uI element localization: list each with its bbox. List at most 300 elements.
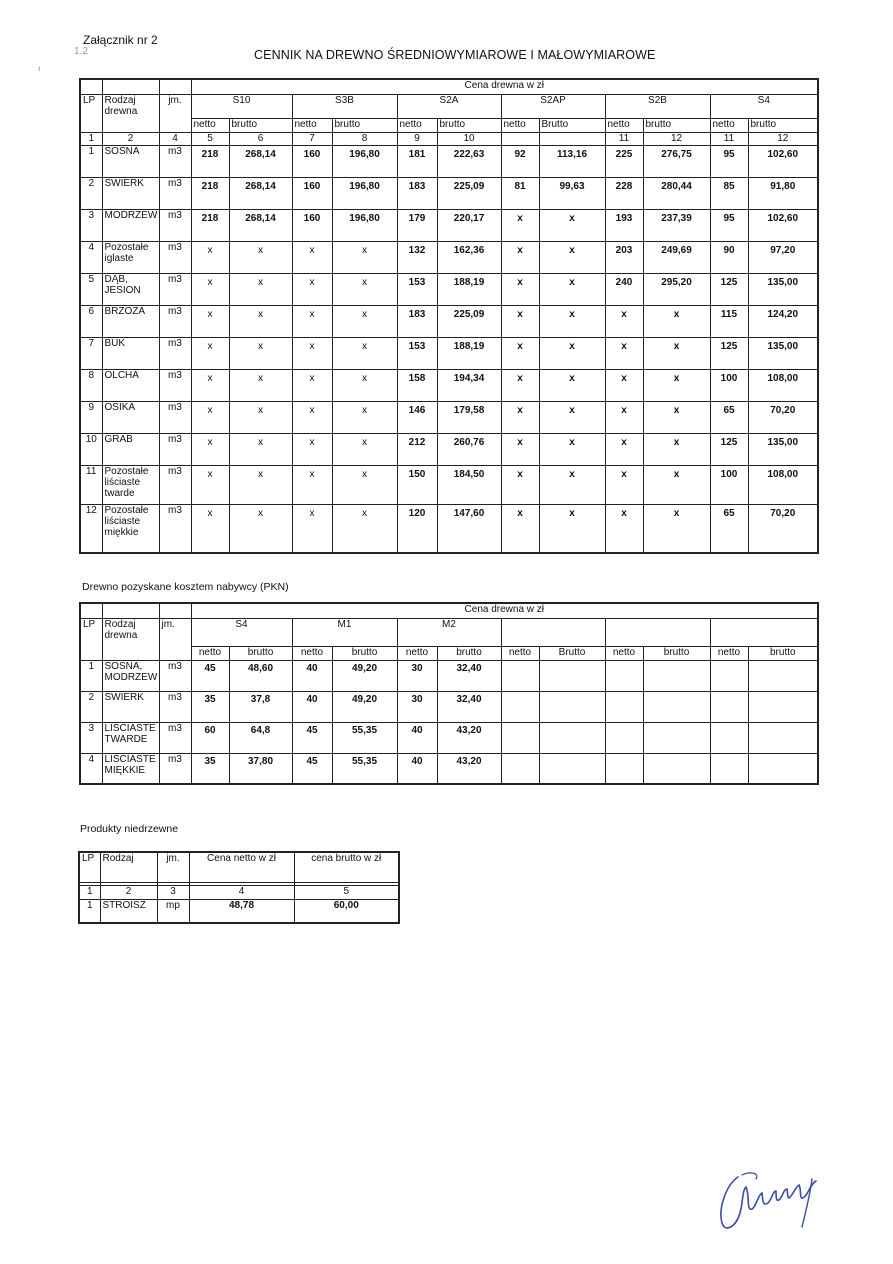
gross-price: 60,00	[294, 899, 399, 923]
price-cell: 196,80	[332, 209, 397, 241]
sub-header: brutto	[643, 646, 710, 660]
price-cell: x	[501, 241, 539, 273]
price-cell	[710, 691, 748, 722]
price-cell: 113,16	[539, 145, 605, 177]
price-cell: 188,19	[437, 273, 501, 305]
price-cell: x	[191, 369, 229, 401]
annex-mark: 1.2	[74, 46, 88, 57]
price-header: Cena drewna w zł	[191, 603, 818, 618]
table-row	[80, 369, 818, 401]
price-cell: 218	[191, 177, 229, 209]
price-cell: 37,8	[229, 691, 292, 722]
price-cell: x	[605, 465, 643, 504]
price-cell: 280,44	[643, 177, 710, 209]
sub-header: netto	[397, 118, 437, 132]
price-cell: 135,00	[748, 433, 818, 465]
wood-name: BUK	[102, 337, 159, 369]
wood-name: GRAB	[102, 433, 159, 465]
row-lp: 2	[80, 177, 102, 209]
price-cell: x	[605, 369, 643, 401]
price-cell: 179	[397, 209, 437, 241]
row-unit: m3	[159, 504, 191, 553]
table-row	[80, 722, 818, 753]
sub-header: netto	[292, 646, 332, 660]
col-number: 12	[643, 132, 710, 145]
price-cell: x	[229, 369, 292, 401]
row-lp: 1	[80, 660, 102, 691]
price-cell	[643, 660, 710, 691]
group-header: S4	[191, 618, 292, 646]
price-cell: x	[229, 401, 292, 433]
price-cell	[501, 753, 539, 784]
wood-name: MODRZEW	[102, 209, 159, 241]
row-unit: m3	[159, 369, 191, 401]
price-cell: x	[539, 337, 605, 369]
price-cell: 49,20	[332, 691, 397, 722]
price-cell	[605, 722, 643, 753]
row-unit: m3	[159, 691, 191, 722]
price-cell: x	[332, 305, 397, 337]
price-cell: 92	[501, 145, 539, 177]
table-row	[80, 241, 818, 273]
price-cell: x	[605, 504, 643, 553]
group-header	[605, 618, 710, 646]
lp-header: LP	[80, 618, 102, 660]
row-unit: m3	[159, 305, 191, 337]
price-cell	[605, 660, 643, 691]
price-cell: x	[191, 433, 229, 465]
price-cell: x	[229, 433, 292, 465]
sub-header: netto	[292, 118, 332, 132]
price-cell: 160	[292, 209, 332, 241]
price-cell: 260,76	[437, 433, 501, 465]
table-row	[80, 401, 818, 433]
price-cell: x	[539, 465, 605, 504]
price-cell: x	[292, 504, 332, 553]
price-cell: 146	[397, 401, 437, 433]
price-cell: 160	[292, 177, 332, 209]
price-cell: x	[643, 433, 710, 465]
price-table-main	[79, 78, 819, 554]
products-section-label: Produkty niedrzewne	[80, 823, 179, 835]
price-cell: 85	[710, 177, 748, 209]
price-cell: 228	[605, 177, 643, 209]
sub-header: netto	[501, 646, 539, 660]
price-cell: x	[605, 401, 643, 433]
col-number	[501, 132, 539, 145]
price-cell: 222,63	[437, 145, 501, 177]
price-cell: 108,00	[748, 369, 818, 401]
price-cell: 124,20	[748, 305, 818, 337]
wood-name: Pozostałe liściaste twarde	[102, 465, 159, 504]
price-cell: x	[539, 241, 605, 273]
price-cell: 45	[292, 753, 332, 784]
table-row	[80, 209, 818, 241]
price-cell: 30	[397, 660, 437, 691]
price-cell: 181	[397, 145, 437, 177]
price-cell	[643, 753, 710, 784]
row-unit: m3	[159, 660, 191, 691]
price-cell: x	[539, 209, 605, 241]
price-cell: x	[292, 369, 332, 401]
price-cell: 40	[397, 753, 437, 784]
price-cell: x	[332, 465, 397, 504]
price-cell: 194,34	[437, 369, 501, 401]
price-cell: 125	[710, 273, 748, 305]
sub-header: brutto	[748, 118, 818, 132]
table-row	[80, 305, 818, 337]
row-unit: m3	[159, 465, 191, 504]
group-header: S10	[191, 94, 292, 118]
price-cell: 150	[397, 465, 437, 504]
group-header: M1	[292, 618, 397, 646]
pkn-table-header	[80, 603, 818, 660]
price-cell: x	[229, 305, 292, 337]
price-cell: 218	[191, 209, 229, 241]
price-cell: 179,58	[437, 401, 501, 433]
wood-name: SOSNA	[102, 145, 159, 177]
row-unit: m3	[159, 337, 191, 369]
table-row	[80, 660, 818, 691]
product-name: STROISZ	[100, 899, 157, 923]
price-cell	[710, 660, 748, 691]
group-header: S2A	[397, 94, 501, 118]
price-cell: x	[332, 504, 397, 553]
price-cell: 196,80	[332, 177, 397, 209]
price-cell: x	[605, 337, 643, 369]
table-row	[80, 753, 818, 784]
price-cell: x	[539, 305, 605, 337]
unit-header: jm.	[159, 618, 191, 660]
wood-name: LIŚCIASTE MIĘKKIE	[102, 753, 159, 784]
price-table-body	[80, 145, 818, 553]
price-cell: 268,14	[229, 209, 292, 241]
table-row	[80, 273, 818, 305]
wood-name: Pozostałe liściaste miękkie	[102, 504, 159, 553]
price-cell: 132	[397, 241, 437, 273]
col-number: 11	[710, 132, 748, 145]
lp-header: LP	[79, 852, 100, 882]
price-cell: x	[229, 273, 292, 305]
price-cell: 64,8	[229, 722, 292, 753]
price-cell: 99,63	[539, 177, 605, 209]
price-cell	[710, 722, 748, 753]
col-number: 5	[294, 885, 399, 899]
price-cell: x	[332, 241, 397, 273]
lp-header: LP	[80, 94, 102, 132]
sub-header: brutto	[229, 118, 292, 132]
price-cell: x	[605, 433, 643, 465]
price-cell: 153	[397, 337, 437, 369]
price-cell: x	[539, 504, 605, 553]
header-blank	[159, 79, 191, 94]
col-number: 10	[437, 132, 501, 145]
price-cell: x	[191, 465, 229, 504]
table-row	[80, 177, 818, 209]
price-cell: x	[292, 433, 332, 465]
signature	[716, 1165, 826, 1237]
pkn-table-body	[80, 660, 818, 784]
price-cell	[501, 722, 539, 753]
price-cell	[748, 722, 818, 753]
col-number: 8	[332, 132, 397, 145]
price-cell: 249,69	[643, 241, 710, 273]
price-cell: x	[332, 433, 397, 465]
table-row	[79, 899, 399, 923]
price-cell: x	[191, 401, 229, 433]
price-cell: 102,60	[748, 209, 818, 241]
col-number	[539, 132, 605, 145]
price-cell: 153	[397, 273, 437, 305]
price-cell: 276,75	[643, 145, 710, 177]
sub-header: netto	[191, 118, 229, 132]
price-cell: x	[539, 369, 605, 401]
row-lp: 7	[80, 337, 102, 369]
price-cell: 295,20	[643, 273, 710, 305]
price-cell: x	[539, 433, 605, 465]
price-cell: x	[191, 273, 229, 305]
gross-price-header: cena brutto w zł	[294, 852, 399, 882]
col-number: 6	[229, 132, 292, 145]
group-header: S2AP	[501, 94, 605, 118]
price-cell: x	[191, 504, 229, 553]
price-cell: x	[643, 337, 710, 369]
row-unit: m3	[159, 177, 191, 209]
price-cell: 268,14	[229, 177, 292, 209]
price-cell: 158	[397, 369, 437, 401]
price-cell: x	[191, 305, 229, 337]
price-cell: 55,35	[332, 722, 397, 753]
non-wood-products-table	[78, 851, 400, 924]
col-number: 4	[189, 885, 294, 899]
price-cell: x	[643, 401, 710, 433]
margin-mark: ı	[38, 64, 41, 73]
wood-name: OLCHA	[102, 369, 159, 401]
row-unit: m3	[159, 433, 191, 465]
wood-type-header: Rodzaj drewna	[102, 618, 159, 660]
price-cell	[605, 753, 643, 784]
price-cell	[748, 753, 818, 784]
price-cell: 147,60	[437, 504, 501, 553]
price-cell: x	[292, 241, 332, 273]
price-cell: 90	[710, 241, 748, 273]
price-cell: 43,20	[437, 753, 501, 784]
header-blank	[80, 603, 102, 618]
sub-header: netto	[710, 118, 748, 132]
price-cell: x	[501, 465, 539, 504]
unit-header: jm.	[159, 94, 191, 132]
row-unit: m3	[159, 753, 191, 784]
row-unit: mp	[157, 899, 189, 923]
price-cell: 183	[397, 305, 437, 337]
col-number: 3	[157, 885, 189, 899]
price-header: Cena drewna w zł	[191, 79, 818, 94]
annex-label: Załącznik nr 2	[83, 33, 158, 47]
price-cell: 91,80	[748, 177, 818, 209]
row-lp: 12	[80, 504, 102, 553]
price-cell	[539, 722, 605, 753]
row-unit: m3	[159, 145, 191, 177]
price-cell: 193	[605, 209, 643, 241]
sub-header: netto	[191, 646, 229, 660]
price-cell: x	[501, 369, 539, 401]
row-lp: 6	[80, 305, 102, 337]
price-cell	[501, 691, 539, 722]
price-cell: 65	[710, 401, 748, 433]
group-header	[501, 618, 605, 646]
price-cell: x	[501, 401, 539, 433]
col-number: 1	[80, 132, 102, 145]
price-cell: 225	[605, 145, 643, 177]
row-unit: m3	[159, 209, 191, 241]
price-cell: 212	[397, 433, 437, 465]
price-cell: 102,60	[748, 145, 818, 177]
price-cell: 100	[710, 465, 748, 504]
table-row	[80, 504, 818, 553]
row-unit: m3	[159, 722, 191, 753]
price-cell: 95	[710, 209, 748, 241]
col-number: 9	[397, 132, 437, 145]
sub-header: brutto	[437, 646, 501, 660]
wood-name: ŚWIERK	[102, 691, 159, 722]
sub-header: brutto	[229, 646, 292, 660]
col-number: 1	[79, 885, 100, 899]
sub-header: brutto	[748, 646, 818, 660]
col-number: 12	[748, 132, 818, 145]
header-blank	[159, 603, 191, 618]
sub-header: brutto	[437, 118, 501, 132]
price-cell: 268,14	[229, 145, 292, 177]
price-cell: 203	[605, 241, 643, 273]
price-cell: 225,09	[437, 305, 501, 337]
price-cell: x	[292, 305, 332, 337]
price-cell: x	[191, 241, 229, 273]
row-unit: m3	[159, 273, 191, 305]
price-cell: 183	[397, 177, 437, 209]
price-cell: 55,35	[332, 753, 397, 784]
document-title: CENNIK NA DREWNO ŚREDNIOWYMIAROWE I MAŁOWYMIAROWE	[254, 48, 656, 62]
price-cell: 125	[710, 433, 748, 465]
price-cell: 35	[191, 691, 229, 722]
row-lp: 3	[80, 209, 102, 241]
price-cell: 40	[292, 691, 332, 722]
price-cell	[710, 753, 748, 784]
sub-header: netto	[397, 646, 437, 660]
price-cell: 225,09	[437, 177, 501, 209]
price-cell: 30	[397, 691, 437, 722]
price-cell: x	[191, 337, 229, 369]
price-cell: 97,20	[748, 241, 818, 273]
price-cell	[501, 660, 539, 691]
row-lp: 8	[80, 369, 102, 401]
sub-header: Brutto	[539, 646, 605, 660]
sub-header: netto	[605, 118, 643, 132]
price-cell: 237,39	[643, 209, 710, 241]
price-cell: 70,20	[748, 401, 818, 433]
price-cell: x	[332, 401, 397, 433]
row-lp: 11	[80, 465, 102, 504]
price-cell: 65	[710, 504, 748, 553]
pkn-section-label: Drewno pozyskane kosztem nabywcy (PKN)	[82, 581, 289, 593]
col-number: 7	[292, 132, 332, 145]
price-cell: x	[229, 241, 292, 273]
sub-header: netto	[501, 118, 539, 132]
price-cell: 32,40	[437, 691, 501, 722]
price-cell: x	[332, 337, 397, 369]
price-cell: 81	[501, 177, 539, 209]
col-number: 2	[100, 885, 157, 899]
wood-name: BRZOZA	[102, 305, 159, 337]
price-cell: 162,36	[437, 241, 501, 273]
price-cell: 45	[191, 660, 229, 691]
col-number: 2	[102, 132, 159, 145]
price-cell	[605, 691, 643, 722]
row-unit: m3	[159, 241, 191, 273]
price-cell: x	[501, 209, 539, 241]
price-cell	[539, 753, 605, 784]
price-cell: x	[332, 273, 397, 305]
group-header: M2	[397, 618, 501, 646]
sub-header: netto	[605, 646, 643, 660]
net-price-header: Cena netto w zł	[189, 852, 294, 882]
table-row	[80, 433, 818, 465]
row-lp: 10	[80, 433, 102, 465]
price-cell	[539, 660, 605, 691]
product-type-header: Rodzaj	[100, 852, 157, 882]
row-lp: 4	[80, 753, 102, 784]
price-cell: x	[501, 337, 539, 369]
group-header: S2B	[605, 94, 710, 118]
price-cell: 196,80	[332, 145, 397, 177]
sub-header: brutto	[332, 118, 397, 132]
price-cell: x	[229, 465, 292, 504]
row-lp: 5	[80, 273, 102, 305]
price-cell: 40	[397, 722, 437, 753]
price-cell: 160	[292, 145, 332, 177]
price-cell: 188,19	[437, 337, 501, 369]
price-cell: 35	[191, 753, 229, 784]
price-cell: 218	[191, 145, 229, 177]
price-cell	[748, 691, 818, 722]
price-cell: x	[292, 465, 332, 504]
price-cell: 49,20	[332, 660, 397, 691]
header-blank	[80, 79, 102, 94]
price-cell: 120	[397, 504, 437, 553]
header-blank	[102, 79, 159, 94]
price-cell: x	[643, 369, 710, 401]
pkn-price-table	[79, 602, 819, 785]
price-cell: x	[539, 401, 605, 433]
price-cell: 108,00	[748, 465, 818, 504]
row-lp: 9	[80, 401, 102, 433]
row-lp: 1	[79, 899, 100, 923]
price-cell: x	[643, 305, 710, 337]
price-cell: 220,17	[437, 209, 501, 241]
price-cell: 70,20	[748, 504, 818, 553]
price-cell: x	[332, 369, 397, 401]
price-cell: x	[229, 504, 292, 553]
price-cell: x	[229, 337, 292, 369]
price-cell: 43,20	[437, 722, 501, 753]
price-cell: x	[501, 504, 539, 553]
group-header: S4	[710, 94, 818, 118]
table-row	[80, 145, 818, 177]
price-cell: x	[539, 273, 605, 305]
row-lp: 2	[80, 691, 102, 722]
wood-name: SOSNA, MODRZEW	[102, 660, 159, 691]
sub-header: netto	[710, 646, 748, 660]
col-number: 11	[605, 132, 643, 145]
